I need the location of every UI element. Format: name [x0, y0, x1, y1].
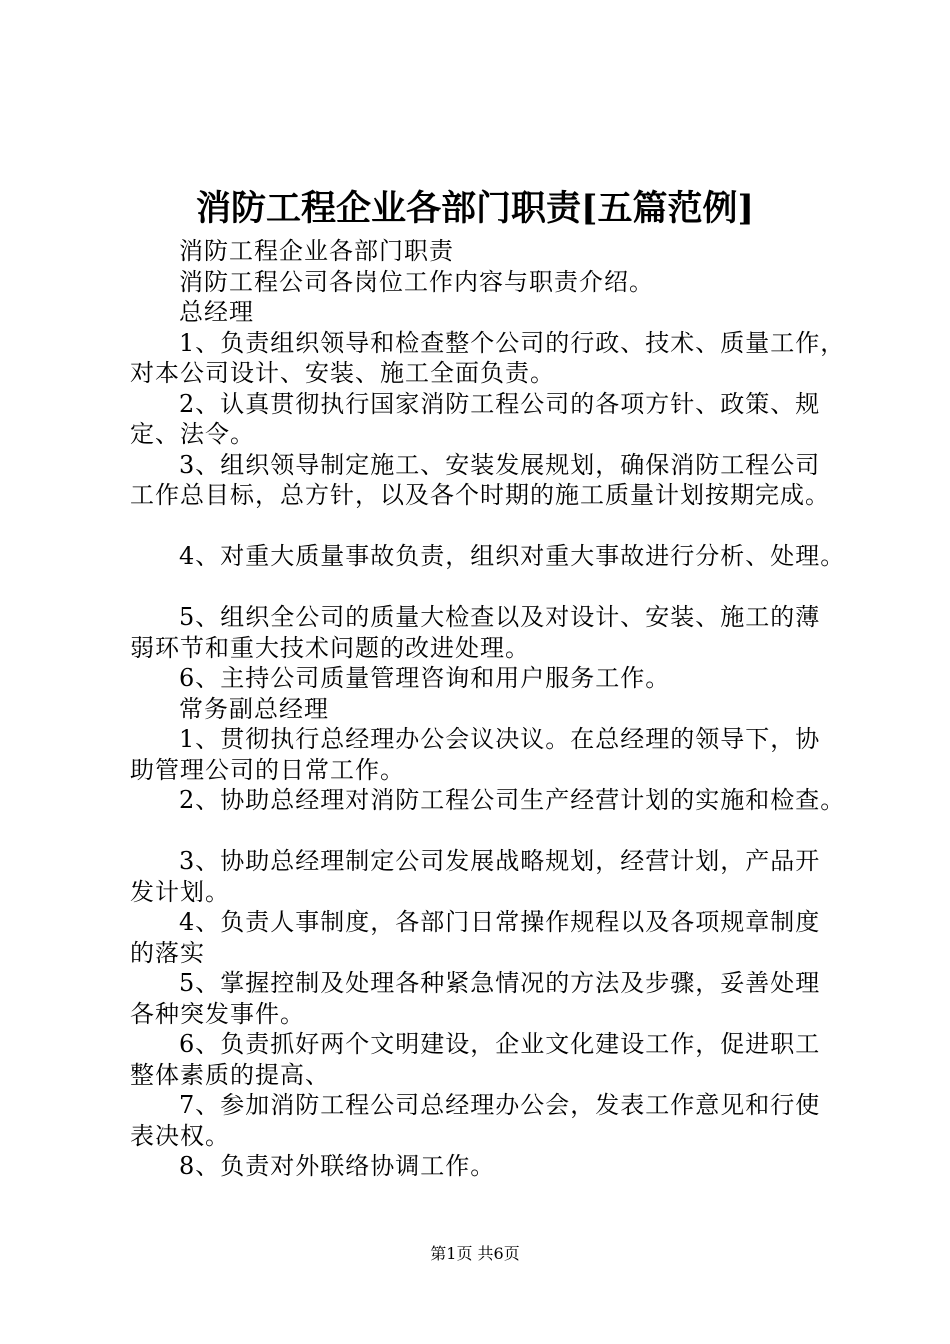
intro-line: 消防工程公司各岗位工作内容与职责介绍。: [179, 267, 654, 296]
evp-duty-5-line-1: 5、掌握控制及处理各种紧急情况的方法及步骤，妥善处理: [179, 969, 821, 997]
evp-duty-7-line-1: 7、参加消防工程公司总经理办公会，发表工作意见和行使: [179, 1091, 821, 1119]
evp-duty-4-line-1: 4、负责人事制度，各部门日常操作规程以及各项规章制度: [179, 908, 821, 936]
gm-duty-2-line-2: 定、法令。: [130, 420, 255, 448]
gm-duty-3-line-1: 3、组织领导制定施工、安装发展规划，确保消防工程公司: [179, 450, 821, 479]
blank-line: [130, 816, 850, 847]
gm-duty-1-line-2: 对本公司设计、安装、施工全面负责。: [130, 359, 555, 387]
evp-duty-2: 2、协助总经理对消防工程公司生产经营计划的实施和检查。: [179, 786, 846, 814]
evp-duty-6-line-2: 整体素质的提高、: [130, 1060, 330, 1089]
document-body: [130, 236, 850, 1182]
gm-duty-2-line-1: 2、认真贯彻执行国家消防工程公司的各项方针、政策、规: [179, 389, 821, 418]
section-heading-general-manager: 总经理: [179, 298, 254, 326]
section-heading-main: 消防工程企业各部门职责: [179, 237, 454, 265]
page-number: 第1页 共6页: [430, 1244, 520, 1263]
gm-duty-6: 6、主持公司质量管理咨询和用户服务工作。: [179, 664, 671, 692]
evp-duty-4-line-2: 的落实: [130, 938, 205, 967]
document-title: 消防工程企业各部门职责[五篇范例]: [195, 188, 755, 229]
evp-duty-7-line-2: 表决权。: [130, 1121, 230, 1150]
gm-duty-1-line-1: 1、负责组织领导和检查整个公司的行政、技术、质量工作，: [179, 328, 846, 357]
blank-line: [130, 511, 850, 542]
gm-duty-4: 4、对重大质量事故负责，组织对重大事故进行分析、处理。: [179, 542, 846, 570]
gm-duty-5-line-1: 5、组织全公司的质量大检查以及对设计、安装、施工的薄: [179, 603, 821, 631]
evp-duty-1-line-2: 助管理公司的日常工作。: [130, 755, 405, 784]
blank-line: [130, 572, 850, 603]
evp-duty-5-line-2: 各种突发事件。: [130, 999, 305, 1028]
evp-duty-6-line-1: 6、负责抓好两个文明建设，企业文化建设工作，促进职工: [179, 1030, 821, 1058]
evp-duty-3-line-2: 发计划。: [130, 877, 230, 906]
gm-duty-3-line-2: 工作总目标，总方针，以及各个时期的施工质量计划按期完成。: [130, 481, 830, 509]
evp-duty-1-line-1: 1、贯彻执行总经理办公会议决议。在总经理的领导下，协: [179, 725, 821, 753]
gm-duty-5-line-2: 弱环节和重大技术问题的改进处理。: [130, 633, 530, 662]
section-heading-executive-vp: 常务副总经理: [179, 694, 329, 723]
evp-duty-8: 8、负责对外联络协调工作。: [179, 1152, 496, 1180]
evp-duty-3-line-1: 3、协助总经理制定公司发展战略规划，经营计划，产品开: [179, 847, 821, 875]
